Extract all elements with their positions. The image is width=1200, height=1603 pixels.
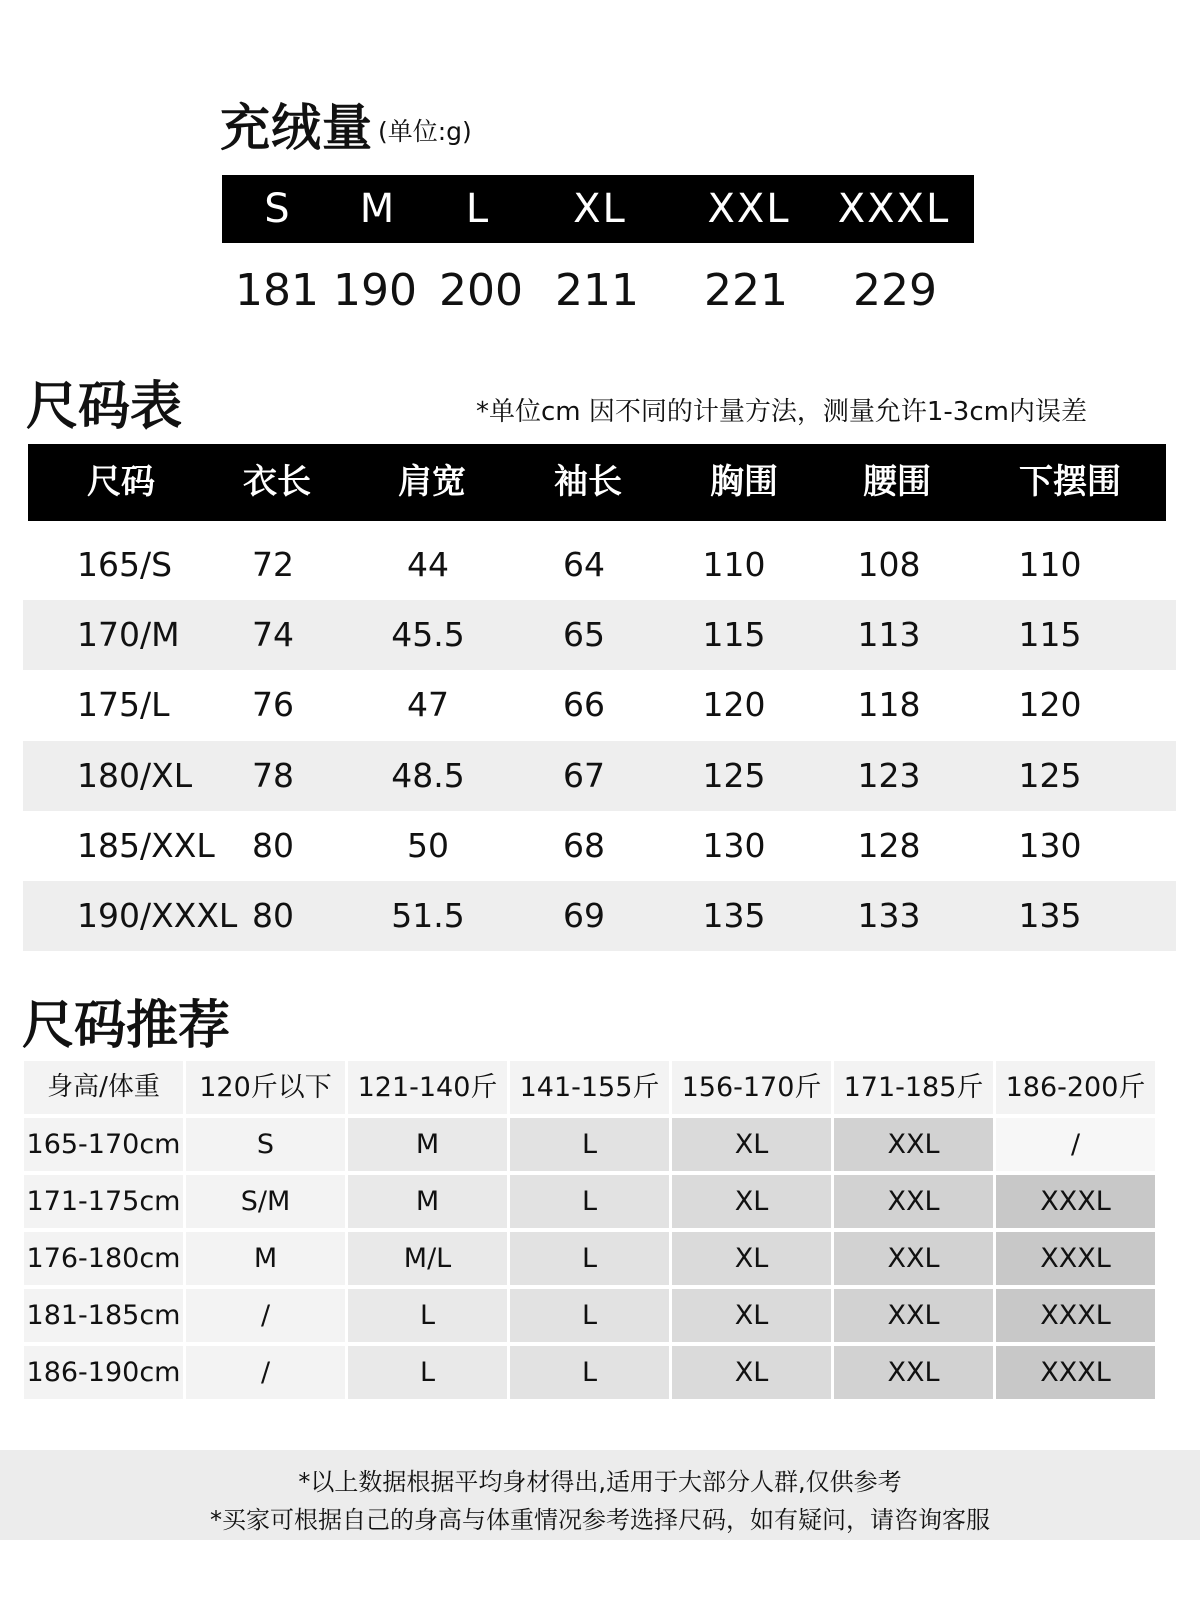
size-cell: 175/L — [77, 685, 170, 725]
fill-size-s: S — [264, 186, 292, 232]
recommendation-header-cell: 171-185斤 — [834, 1061, 993, 1114]
height-label-cell: 176-180cm — [24, 1232, 183, 1285]
recommendation-header-cell: 身高/体重 — [24, 1061, 183, 1114]
recommended-size-cell: L — [510, 1232, 669, 1285]
size-cell: 190/XXXL — [77, 896, 238, 935]
header-hem: 下摆围 — [1019, 462, 1121, 502]
fill-weight-title: 充绒量 — [220, 99, 373, 157]
measurement-cell: 48.5 — [391, 755, 465, 795]
size-cell: 180/XL — [77, 755, 193, 795]
recommended-size-cell: S/M — [186, 1175, 345, 1228]
recommended-size-cell: L — [348, 1346, 507, 1399]
fill-value-l: 200 — [439, 265, 523, 316]
measurement-cell: 135 — [1018, 896, 1082, 935]
footer-note-1: *以上数据根据平均身材得出,适用于大部分人群,仅供参考 — [298, 1468, 902, 1496]
header-shoulder: 肩宽 — [398, 462, 466, 502]
measurement-cell: 44 — [407, 545, 449, 584]
fill-weight-unit: (单位:g) — [378, 117, 472, 146]
measurement-cell: 120 — [1018, 685, 1082, 725]
recommended-size-cell: L — [348, 1289, 507, 1342]
recommended-size-cell: XXL — [834, 1289, 993, 1342]
header-waist: 腰围 — [863, 462, 931, 502]
recommended-size-cell: XXL — [834, 1346, 993, 1399]
recommendation-header-cell: 156-170斤 — [672, 1061, 831, 1114]
recommendation-header-cell: 120斤以下 — [186, 1061, 345, 1114]
recommended-size-cell: XXL — [834, 1232, 993, 1285]
size-chart-note: *单位cm 因不同的计量方法，测量允许1-3cm内误差 — [476, 397, 1087, 427]
fill-size-xxl: XXL — [707, 186, 791, 232]
measurement-cell: 67 — [563, 755, 605, 795]
measurement-cell: 47 — [407, 685, 449, 725]
recommended-size-cell: M — [348, 1175, 507, 1228]
recommended-size-cell: XL — [672, 1346, 831, 1399]
height-label-cell: 186-190cm — [24, 1346, 183, 1399]
header-sleeve: 袖长 — [554, 462, 622, 502]
table-row — [23, 881, 1176, 951]
recommendation-header-cell: 141-155斤 — [510, 1061, 669, 1114]
recommendation-header-cell: 186-200斤 — [996, 1061, 1155, 1114]
recommended-size-cell: XXL — [834, 1175, 993, 1228]
recommended-size-cell: S — [186, 1118, 345, 1171]
table-row — [23, 811, 1176, 881]
measurement-cell: 135 — [702, 896, 766, 935]
recommended-size-cell: XXL — [834, 1118, 993, 1171]
recommended-size-cell: XXXL — [996, 1289, 1155, 1342]
recommended-size-cell: XL — [672, 1289, 831, 1342]
recommended-size-cell: XXXL — [996, 1232, 1155, 1285]
table-row — [23, 600, 1176, 670]
height-label-cell: 181-185cm — [24, 1289, 183, 1342]
fill-value-xl: 211 — [555, 265, 639, 316]
measurement-cell: 64 — [563, 545, 605, 584]
size-recommendation-title: 尺码推荐 — [22, 996, 231, 1056]
measurement-cell: 130 — [702, 825, 766, 865]
recommended-size-cell: XL — [672, 1175, 831, 1228]
measurement-cell: 66 — [563, 685, 605, 725]
size-cell: 185/XXL — [77, 825, 215, 865]
measurement-cell: 51.5 — [391, 896, 465, 935]
recommended-size-cell: M — [186, 1232, 345, 1285]
fill-size-xl: XL — [573, 186, 627, 232]
fill-size-m: M — [359, 186, 397, 232]
table-row — [23, 530, 1176, 600]
measurement-cell: 125 — [1018, 755, 1082, 795]
size-chart-title: 尺码表 — [26, 377, 183, 437]
fill-value-s: 181 — [235, 265, 319, 316]
height-label-cell: 165-170cm — [24, 1118, 183, 1171]
measurement-cell: 80 — [252, 825, 294, 865]
size-recommendation-table — [24, 1061, 1174, 1405]
recommended-size-cell: XL — [672, 1118, 831, 1171]
fill-size-xxxl: XXXL — [837, 186, 951, 232]
measurement-cell: 108 — [857, 545, 921, 584]
table-row — [23, 741, 1176, 811]
measurement-cell: 45.5 — [391, 615, 465, 655]
measurement-cell: 65 — [563, 615, 605, 655]
measurement-cell: 50 — [407, 825, 449, 865]
measurement-cell: 78 — [252, 755, 294, 795]
recommended-size-cell: L — [510, 1118, 669, 1171]
measurement-cell: 115 — [702, 615, 766, 655]
recommended-size-cell: XXXL — [996, 1346, 1155, 1399]
fill-weight-size-header — [222, 175, 974, 243]
measurement-cell: 72 — [252, 545, 294, 584]
footer-notes — [0, 1450, 1200, 1540]
recommended-size-cell: XXXL — [996, 1175, 1155, 1228]
header-size: 尺码 — [87, 462, 155, 502]
recommended-size-cell: / — [996, 1118, 1155, 1171]
measurement-cell: 74 — [252, 615, 294, 655]
measurement-cell: 110 — [1018, 545, 1082, 584]
measurement-cell: 69 — [563, 896, 605, 935]
recommended-size-cell: M/L — [348, 1232, 507, 1285]
measurement-cell: 133 — [857, 896, 921, 935]
footer-note-2: *买家可根据自己的身高与体重情况参考选择尺码，如有疑问，请咨询客服 — [210, 1506, 990, 1534]
fill-value-m: 190 — [333, 265, 417, 316]
fill-size-l: L — [465, 186, 491, 232]
measurement-cell: 118 — [857, 685, 921, 725]
header-length: 衣长 — [243, 462, 311, 502]
size-chart-header — [28, 444, 1166, 521]
measurement-cell: 115 — [1018, 615, 1082, 655]
measurement-cell: 76 — [252, 685, 294, 725]
measurement-cell: 120 — [702, 685, 766, 725]
recommended-size-cell: / — [186, 1346, 345, 1399]
measurement-cell: 130 — [1018, 825, 1082, 865]
measurement-cell: 110 — [702, 545, 766, 584]
recommended-size-cell: / — [186, 1289, 345, 1342]
recommended-size-cell: XL — [672, 1232, 831, 1285]
table-row — [23, 670, 1176, 740]
measurement-cell: 125 — [702, 755, 766, 795]
recommendation-header-cell: 121-140斤 — [348, 1061, 507, 1114]
measurement-cell: 68 — [563, 825, 605, 865]
measurement-cell: 123 — [857, 755, 921, 795]
size-cell: 165/S — [77, 545, 173, 584]
fill-value-xxxl: 229 — [853, 265, 937, 316]
recommended-size-cell: L — [510, 1346, 669, 1399]
fill-value-xxl: 221 — [704, 265, 788, 316]
recommended-size-cell: L — [510, 1175, 669, 1228]
height-label-cell: 171-175cm — [24, 1175, 183, 1228]
size-cell: 170/M — [77, 615, 180, 655]
recommended-size-cell: M — [348, 1118, 507, 1171]
recommended-size-cell: L — [510, 1289, 669, 1342]
measurement-cell: 128 — [857, 825, 921, 865]
measurement-cell: 113 — [857, 615, 921, 655]
header-chest: 胸围 — [710, 462, 778, 502]
measurement-cell: 80 — [252, 896, 294, 935]
